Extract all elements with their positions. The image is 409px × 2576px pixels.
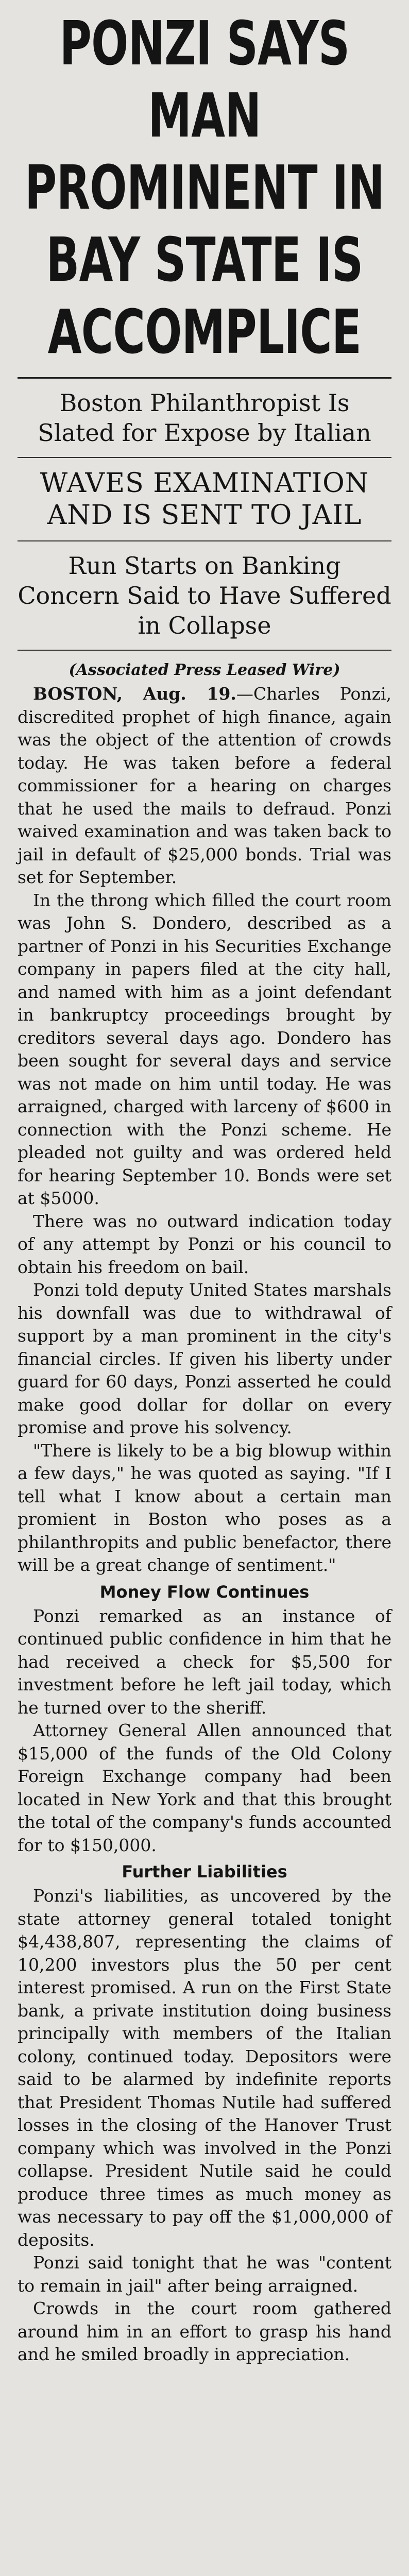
wire-credit: (Associated Press Leased Wire) xyxy=(69,661,340,679)
article-paragraph: Crowds in the court room gathered around him in an effort to grasp his hand and he smiled broadly in appreciation. xyxy=(18,2298,391,2364)
subhead-further-liabilities: Further Liabilities xyxy=(122,1862,287,1882)
article-paragraph: Ponzi remarked as an instance of continued public confidence in him that he had received a check for $5,500 for investment before he left jail today, which he turned over to the sheriff. xyxy=(18,1605,391,1718)
article-paragraph: There was no outward indication today of any attempt by Ponzi or his council to obtain his freedom on bail. xyxy=(18,1211,391,1277)
article-paragraph: Ponzi's liabilities, as uncovered by the state attorney general totaled tonight $4,438,807, representing the claims of 10,200 investors plus the 50 per cent interest promised. A run on the First State bank, a private institution doing business principally with members of the Italian colony, continued today. Depositors were said to be alarmed by indefinite reports that President Thomas Nutile had suffered losses in the closing of the Hanover Trust company which was involved in the Ponzi collapse. President Nutile said he could produce three times as much money as was necessary to pay off the $1,000,000 of deposits. xyxy=(18,1886,391,2250)
article-paragraph: "There is likely to be a big blowup within a few days," he was quoted as saying. "If I tell what I know about a certain man promient in Boston who poses as a philanthropits and public benefactor, there will be a great change of sentiment." xyxy=(18,1440,391,1575)
article-body xyxy=(18,683,391,2366)
lead-text: —Charles Ponzi, discredited prophet of high finance, again was the object of the attention of crowds today. He was taken before a federal commissioner for a hearing on charges that he used the mails to defraud. Ponzi waived examination and was taken back to jail in default of $25,000 bonds. Trial was set for September. xyxy=(18,684,391,887)
rule-below-headline xyxy=(18,377,391,379)
deck-waves-examination: WAVES EXAMINATION AND IS SENT TO JAIL xyxy=(40,468,369,531)
article-paragraph: In the throng which filled the court room was John S. Dondero, described as a partner of Ponzi in his Securities Exchange company in papers filed at the city hall, and named with him as a joint defendant in bankruptcy proceedings brought by creditors several days ago. Dondero has been sought for several days and service was not made on him until today. He was arraigned, charged with larceny of $600 in connection with the Ponzi scheme. He pleaded not guilty and was ordered held for hearing September 10. Bonds were set at $5000. xyxy=(18,890,391,1208)
deck-philanthropist: Boston Philanthropist Is Slated for Expose by Italian xyxy=(38,389,371,447)
rule-below-deck3 xyxy=(18,650,391,651)
rule-below-deck1 xyxy=(18,457,391,458)
article-paragraph: Ponzi said tonight that he was "content to remain in jail" after being arraigned. xyxy=(18,2252,391,2296)
rule-below-deck2 xyxy=(18,540,391,541)
subhead-money-flow: Money Flow Continues xyxy=(99,1582,310,1602)
deck-bank-run: Run Starts on Banking Concern Said to Have Suffered in Collapse xyxy=(18,552,391,639)
dateline: BOSTON, Aug. 19. xyxy=(33,684,236,704)
article-paragraph: Attorney General Allen announced that $15,000 of the funds of the Old Colony Foreign Exchange company had been located in New York and that this brought the total of the company's funds accounted for to $150,000. xyxy=(18,1720,391,1855)
article-paragraph: Ponzi told deputy United States marshals his downfall was due to withdrawal of support by a man prominent in the city's financial circles. If given his liberty under guard for 60 days, Ponzi asserted he could make good dollar for dollar on every promise and prove his solvency. xyxy=(18,1280,391,1437)
article-paragraph xyxy=(18,683,391,889)
headline: PONZI SAYS MAN PROMINENT IN BAY STATE IS ACCOMPLICE xyxy=(25,8,384,367)
